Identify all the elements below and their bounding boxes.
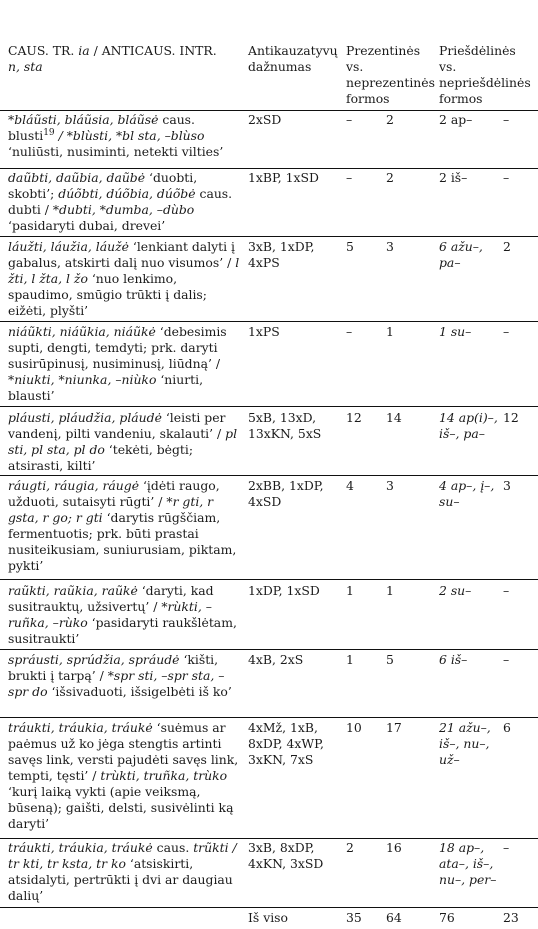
header-col-present: Prezentinės vs. neprezentinės formos xyxy=(346,43,435,106)
header-col1-suffixes: n, sta xyxy=(8,59,43,74)
present-count: 1 xyxy=(346,583,354,598)
table-row-lemma xyxy=(8,112,244,160)
nonpresent-count: 3 xyxy=(386,239,394,254)
table-rule xyxy=(0,907,538,908)
present-count: 5 xyxy=(346,239,354,254)
table-rule xyxy=(0,406,538,407)
table-row-lemma: niáũkti, niáũkia, niáũkė ‘debesimis supti, dengti, temdyti; prk. daryti susirūpinusį, nusiminusį, liūdną’ / *niukti, *niunka, –niùko ‘niurti, blausti’ xyxy=(8,324,227,403)
table-rule xyxy=(0,110,538,111)
nonprefixed-count: 2 xyxy=(503,239,511,254)
nonpresent-count: 2 xyxy=(386,112,394,127)
total-prefixed: 76 xyxy=(439,910,455,925)
frequency-cell: 2xSD xyxy=(248,112,282,127)
frequency-cell: 3xB, 8xDP, 4xKN, 3xSD xyxy=(248,840,324,871)
nonprefixed-count: – xyxy=(503,170,510,185)
prefixed-count: 18 ap–, ata–, iš–, nu–, per– xyxy=(439,840,497,887)
present-count: – xyxy=(346,112,353,127)
header-col-prefixed: Priešdėlinės vs. nepriešdėlinės formos xyxy=(439,43,531,106)
prefixed-count: 1 su– xyxy=(439,324,472,339)
prefixed-count: 2 ap– xyxy=(439,112,473,127)
table-row-lemma: tráukti, tráukia, tráukė caus. trũkti / tr kti, tr ksta, tr ko ‘atsiskirti, atsidalyti, pertrūkti į dvi ar daugiau dalių’ xyxy=(8,840,237,903)
nonprefixed-count: 3 xyxy=(503,478,511,493)
total-nonpresent: 64 xyxy=(386,910,402,925)
present-count: 1 xyxy=(346,652,354,667)
frequency-cell: 5xB, 13xD, 13xKN, 5xS xyxy=(248,410,322,441)
lemma-causative: *bláũsti, bláũsia, bláũsė xyxy=(8,112,159,127)
nonpresent-count: 2 xyxy=(386,170,394,185)
prefixed-count: 6 ažu–, pa– xyxy=(439,239,483,270)
prefixed-count: 2 su– xyxy=(439,583,472,598)
table-rule xyxy=(0,579,538,580)
table-rule xyxy=(0,236,538,237)
nonpresent-count: 5 xyxy=(386,652,394,667)
header-col1-ia: ia xyxy=(78,43,90,58)
lemma-anticausative: / *blùsti, *bl sta, –blùso xyxy=(54,128,205,143)
total-nonprefixed: 23 xyxy=(503,910,519,925)
total-present: 35 xyxy=(346,910,362,925)
present-count: 4 xyxy=(346,478,354,493)
present-count: 2 xyxy=(346,840,354,855)
header-col1-text-b: / ANTICAUS. INTR. xyxy=(89,43,217,58)
table-row-lemma: ráugti, ráugia, ráugė ‘įdėti raugo, užduoti, sutaisyti rūgti’ / *r gti, r gsta, r go; r gti ‘darytis rūgščiam, fermentuotis; prk. būti prastai nusiteikusiam, suniurusiam, piktam, pykti’ xyxy=(8,478,237,573)
table-rule xyxy=(0,649,538,650)
nonprefixed-count: – xyxy=(503,324,510,339)
nonprefixed-count: – xyxy=(503,840,510,855)
footnote-marker: 19 xyxy=(43,127,55,138)
frequency-cell: 4xB, 2xS xyxy=(248,652,304,667)
nonpresent-count: 3 xyxy=(386,478,394,493)
table-rule xyxy=(0,717,538,718)
nonprefixed-count: – xyxy=(503,583,510,598)
present-count: – xyxy=(346,170,353,185)
nonprefixed-count: – xyxy=(503,112,510,127)
nonprefixed-count: – xyxy=(503,652,510,667)
nonprefixed-count: 6 xyxy=(503,720,511,735)
header-col-caus-anticaus xyxy=(8,43,244,75)
total-label: Iš viso xyxy=(248,910,288,925)
frequency-cell: 1xDP, 1xSD xyxy=(248,583,320,598)
frequency-cell: 4xMž, 1xB, 8xDP, 4xWP, 3xKN, 7xS xyxy=(248,720,324,767)
nonpresent-count: 16 xyxy=(386,840,402,855)
table-rule xyxy=(0,321,538,322)
present-count: – xyxy=(346,324,353,339)
nonpresent-count: 1 xyxy=(386,583,394,598)
gloss-anticausative: ‘nuliūsti, nusiminti, netekti vilties’ xyxy=(8,144,224,159)
header-col-frequency: Antikauzatyvų dažnumas xyxy=(248,43,338,74)
nonpresent-count: 1 xyxy=(386,324,394,339)
present-count: 10 xyxy=(346,720,362,735)
prefixed-count: 21 ažu–, iš–, nu–, už– xyxy=(439,720,491,767)
frequency-cell: 1xPS xyxy=(248,324,280,339)
frequency-cell: 1xBP, 1xSD xyxy=(248,170,319,185)
present-count: 12 xyxy=(346,410,362,425)
prefixed-count: 14 ap(i)–, iš–, pa– xyxy=(439,410,498,441)
prefixed-count: 6 iš– xyxy=(439,652,468,667)
gloss-causative: caus. blusti xyxy=(8,112,195,143)
prefixed-count: 4 ap–, į–, su– xyxy=(439,478,495,509)
table-row-lemma: spráusti, sprúdžia, spráudė ‘kišti, brukti į tarpą’ / *spr sti, –spr sta, –spr do ‘išsivaduoti, išsigelbėti iš ko’ xyxy=(8,652,232,699)
frequency-cell: 3xB, 1xDP, 4xPS xyxy=(248,239,315,270)
table-row-lemma: daũbti, daũbia, daũbė ‘duobti, skobti’; dúõbti, dúõbia, dúõbė caus. dubti / *dubti, *dumba, –dùbo ‘pasidaryti dubai, drevei’ xyxy=(8,170,233,233)
prefixed-count: 2 iš– xyxy=(439,170,468,185)
frequency-cell: 2xBB, 1xDP, 4xSD xyxy=(248,478,324,509)
nonpresent-count: 17 xyxy=(386,720,402,735)
nonprefixed-count: 12 xyxy=(503,410,519,425)
table-row-lemma: raũkti, raũkia, raũkė ‘daryti, kad susitrauktų, užsivertų’ / *rùkti, –ruñka, –rùko ‘pasidaryti raukšlėtam, susitraukti’ xyxy=(8,583,237,646)
nonpresent-count: 14 xyxy=(386,410,402,425)
table-rule xyxy=(0,168,538,169)
header-col1-text: CAUS. TR. xyxy=(8,43,79,58)
table-row-lemma: tráukti, tráukia, tráukė ‘suėmus ar paėmus už ko jėga stengtis artinti savęs link, versti pajudėti savęs link, tempti, tęsti’ / trùkti, truñka, trùko ‘kurį laiką vykti (apie veiksmą, būseną); gaišti, delsti, susivėlinti ką daryti’ xyxy=(8,720,239,831)
table-row-lemma: láužti, láužia, láužė ‘lenkiant dalyti į gabalus, atskirti dalį nuo visumos’ / l žti, l žta, l žo ‘nuo lenkimo, spaudimo, smūgio trūkti į dalis; eižėti, plyšti’ xyxy=(8,239,240,318)
table-rule xyxy=(0,475,538,476)
table-rule xyxy=(0,838,538,839)
table-row-lemma: pláusti, pláudžia, pláudė ‘leisti per vandenį, pilti vandeniu, skalauti’ / pl sti, pl sta, pl do ‘tekėti, bėgti; atsirasti, kilti’ xyxy=(8,410,238,473)
